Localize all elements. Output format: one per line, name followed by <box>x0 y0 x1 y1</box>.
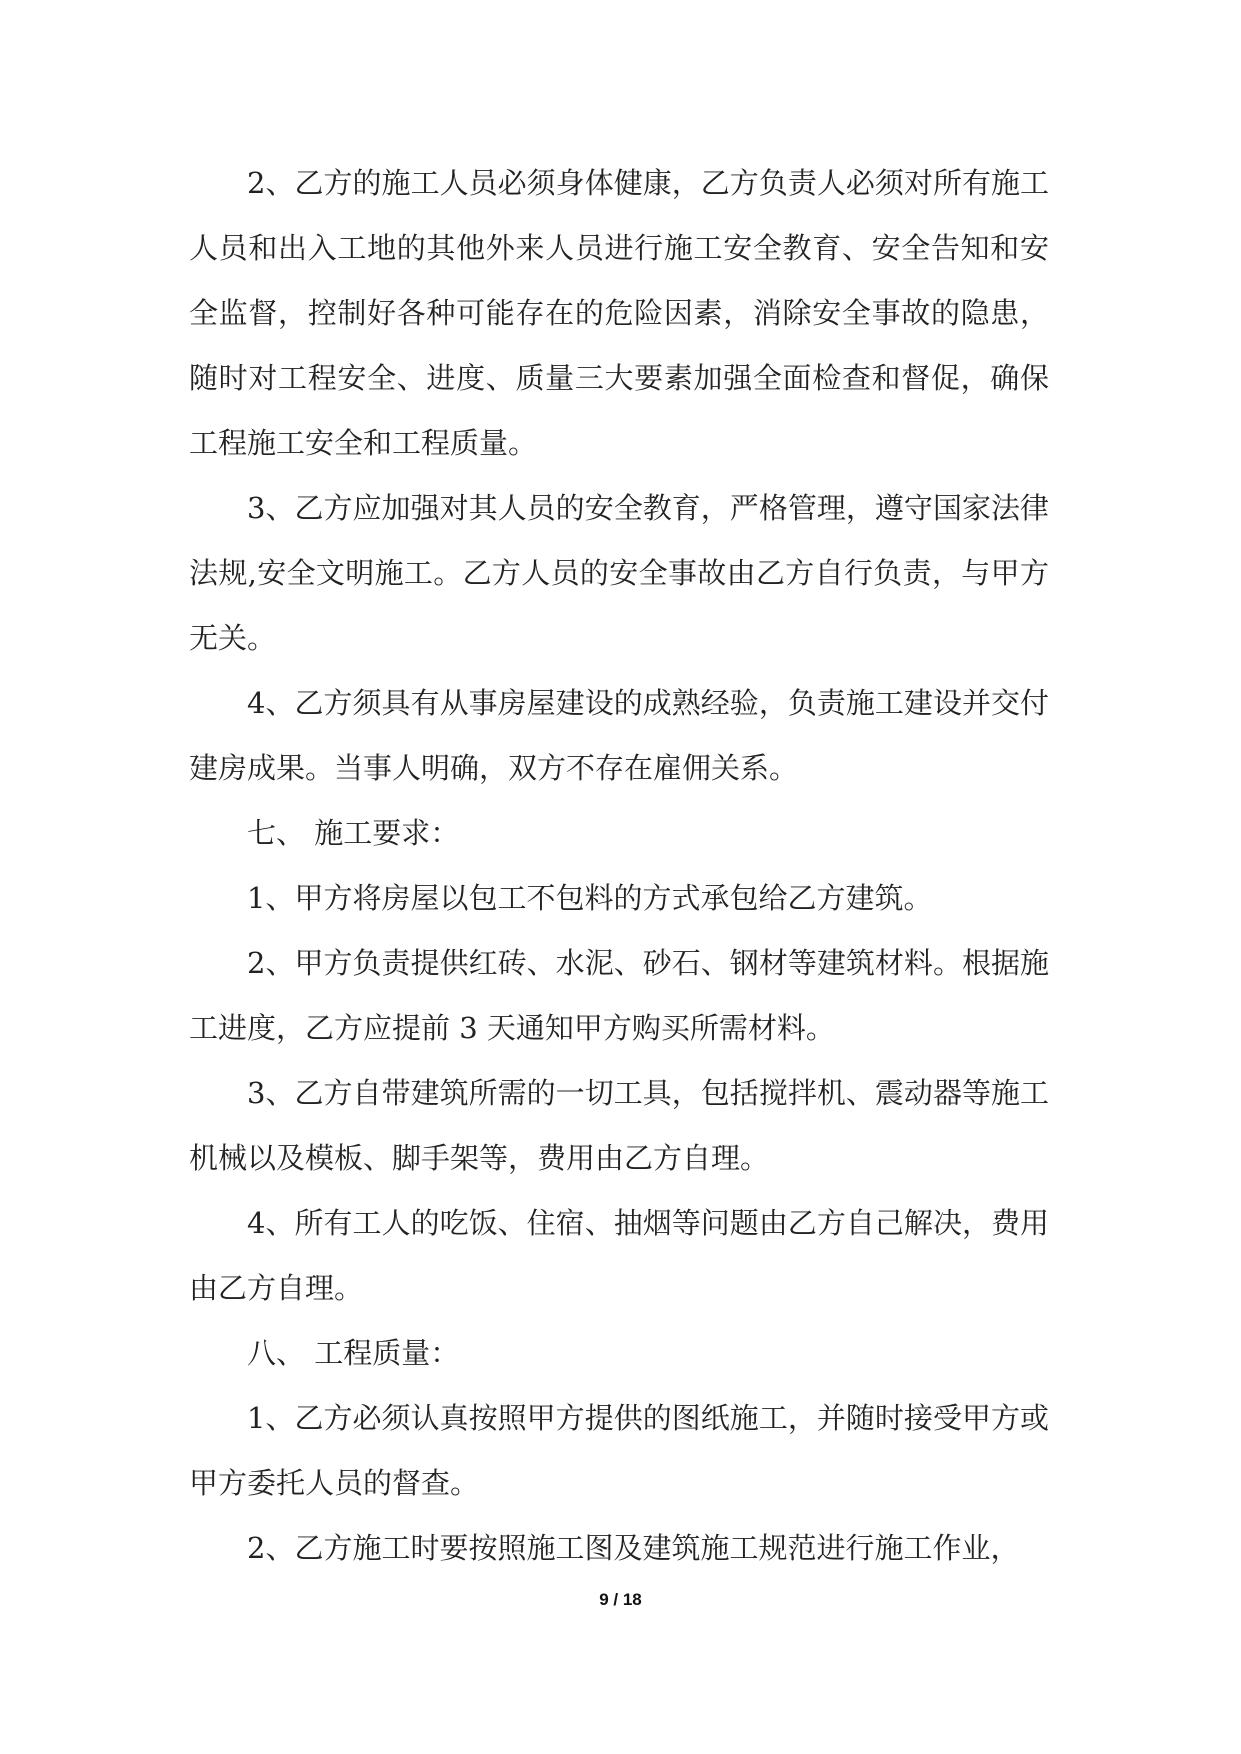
section-heading: 八、 工程质量： <box>247 1336 460 1370</box>
paragraph: 3、乙方应加强对其人员的安全教育，严格管理，遵守国家法律法规,安全文明施工。乙方人员的安全事故由乙方自行负责，与甲方无关。 <box>189 491 1049 655</box>
paragraph: 1、甲方将房屋以包工不包料的方式承包给乙方建筑。 <box>247 881 933 915</box>
paragraph: 4、所有工人的吃饭、住宿、抽烟等问题由乙方自己解决，费用由乙方自理。 <box>189 1206 1049 1305</box>
page-number: 9 / 18 <box>599 1590 642 1609</box>
paragraph: 2、甲方负责提供红砖、水泥、砂石、钢材等建筑材料。根据施工进度，乙方应提前 3 天通知甲方购买所需材料。 <box>189 946 1049 1045</box>
paragraph: 1、乙方必须认真按照甲方提供的图纸施工，并随时接受甲方或甲方委托人员的督查。 <box>189 1401 1049 1500</box>
section-heading: 七、 施工要求： <box>247 816 460 850</box>
paragraph: 3、乙方自带建筑所需的一切工具，包括搅拌机、震动器等施工机械以及模板、脚手架等，费用由乙方自理。 <box>189 1076 1049 1175</box>
document-body <box>189 151 1049 1581</box>
paragraph: 2、乙方施工时要按照施工图及建筑施工规范进行施工作业， <box>247 1531 1020 1565</box>
paragraph: 2、乙方的施工人员必须身体健康，乙方负责人必须对所有施工人员和出入工地的其他外来人员进行施工安全教育、安全告知和安全监督，控制好各种可能存在的危险因素，消除安全事故的隐患，随时对工程安全、进度、质量三大要素加强全面检查和督促，确保工程施工安全和工程质量。 <box>189 166 1049 460</box>
paragraph: 4、乙方须具有从事房屋建设的成熟经验，负责施工建设并交付建房成果。当事人明确，双方不存在雇佣关系。 <box>189 686 1049 785</box>
